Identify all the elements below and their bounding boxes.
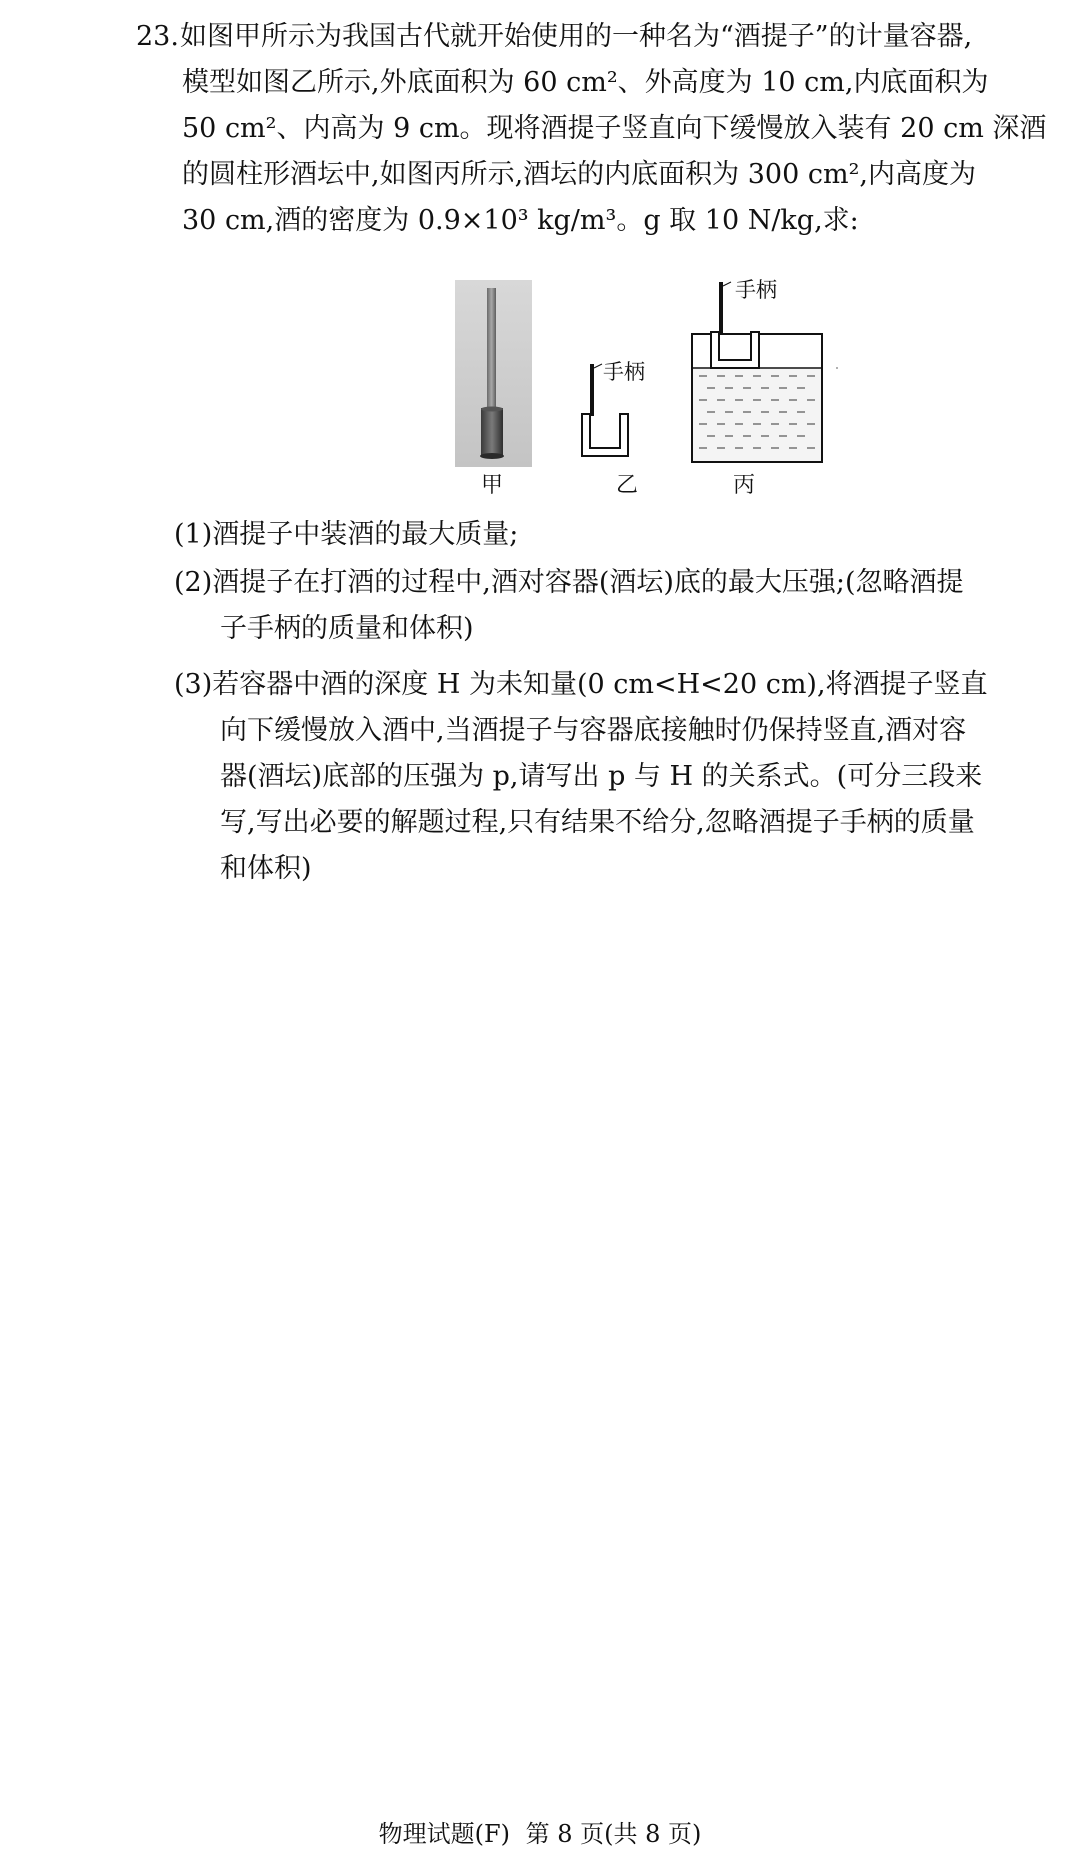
handle-label-bing: 手柄 — [735, 278, 777, 302]
sub-question-number: (3) — [174, 669, 213, 700]
sub-question-text: 和体积) — [220, 853, 312, 884]
sub-question-text: 器(酒坛)底部的压强为 p,请写出 p 与 H 的关系式。(可分三段来 — [220, 761, 983, 792]
sub-question-1 — [174, 512, 1058, 558]
sub-question-number: (2) — [174, 567, 213, 598]
sub-question-text: 子手柄的质量和体积) — [220, 613, 474, 644]
question-line-3: 50 cm²、内高为 9 cm。现将酒提子竖直向下缓慢放入装有 20 cm 深酒 — [182, 113, 1047, 144]
sub-question-text: 向下缓慢放入酒中,当酒提子与容器底接触时仍保持竖直,酒对容 — [220, 715, 967, 746]
photo-jia — [455, 280, 532, 467]
sub-question-number: (1) — [174, 519, 213, 550]
sub-question-text: 写,写出必要的解题过程,只有结果不给分,忽略酒提子手柄的质量 — [220, 807, 975, 838]
question-line-1: 23.如图甲所示为我国古代就开始使用的一种名为“酒提子”的计量容器, — [136, 14, 1056, 60]
footer-subject: 物理试题(F) — [378, 1820, 510, 1848]
question-23 — [136, 14, 1056, 244]
question-line-4: 的圆柱形酒坛中,如图丙所示,酒坛的内底面积为 300 cm²,内高度为 — [182, 159, 976, 190]
handle-label-yi: 手柄 — [603, 360, 645, 384]
question-line-5: 30 cm,酒的密度为 0.9×10³ kg/m³。g 取 10 N/kg,求: — [182, 205, 859, 236]
question-number: 23. — [136, 21, 179, 52]
footer-page-number: 第 8 页(共 8 页) — [525, 1820, 702, 1848]
figure-group — [455, 276, 895, 496]
sub-question-2 — [174, 560, 1058, 652]
page-footer — [0, 1814, 1080, 1849]
diagram-bing — [691, 276, 841, 468]
sub-question-text: 若容器中酒的深度 H 为未知量(0 cm<H<20 cm),将酒提子竖直 — [212, 669, 988, 700]
figure-label-yi: 乙 — [616, 473, 639, 498]
sub-question-3 — [174, 662, 1058, 892]
figure-label-bing: 丙 — [733, 473, 756, 498]
question-line-2: 模型如图乙所示,外底面积为 60 cm²、外高度为 10 cm,内底面积为 — [182, 67, 989, 98]
sub-question-text: 酒提子中装酒的最大质量; — [212, 519, 519, 550]
sub-question-text: 酒提子在打酒的过程中,酒对容器(酒坛)底的最大压强;(忽略酒提 — [212, 567, 964, 598]
figure-label-jia: 甲 — [481, 473, 504, 498]
